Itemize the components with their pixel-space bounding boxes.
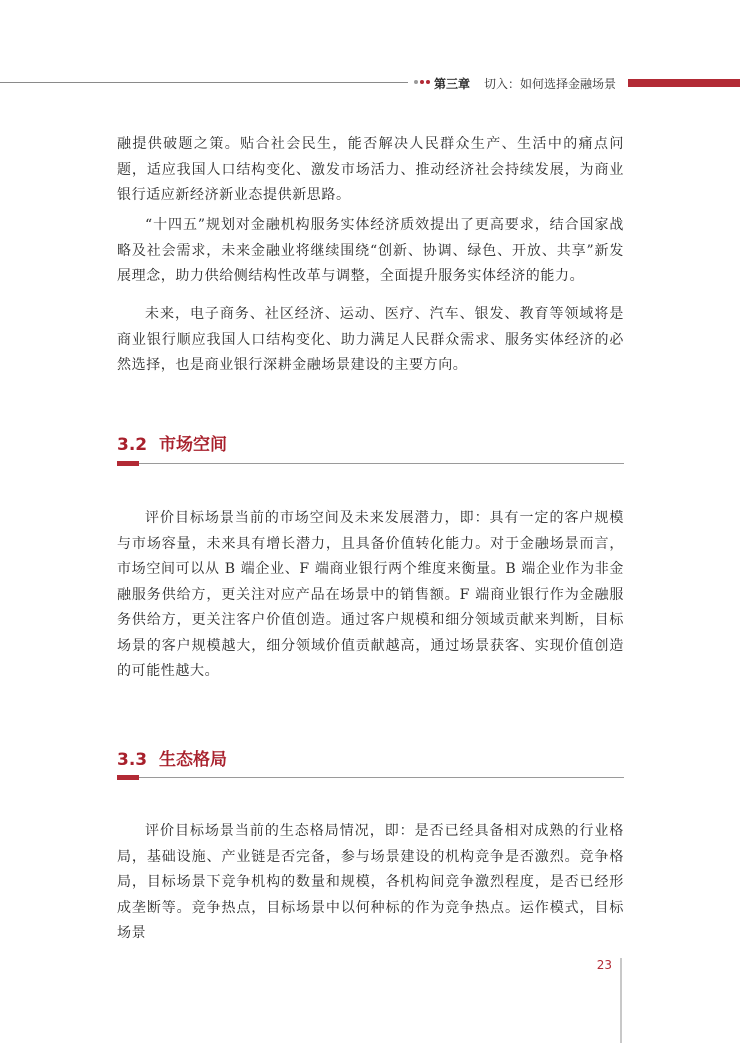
- header-dot: [426, 80, 430, 84]
- section-rule: [117, 463, 624, 464]
- section-heading-3-3: [117, 745, 227, 770]
- page-number-rule: [620, 958, 622, 1043]
- section-title: 市场空间: [159, 435, 227, 455]
- section-title: 生态格局: [159, 750, 227, 770]
- section-rule: [117, 777, 624, 778]
- section-3-3-paragraph: 评价目标场景当前的生态格局情况，即：是否已经具备相对成熟的行业格局，基础设施、产业链是否完备，参与场景建设的机构竞争是否激烈。竞争格局，目标场景下竞争机构的数量和规模，各机构间竞争激烈程度，是否已经形成垄断等。竞争热点，目标场景中以何种标的作为竞争热点。运作模式，目标场景: [117, 823, 624, 941]
- section-accent-mark: [117, 775, 139, 780]
- header-dot: [414, 80, 418, 84]
- chapter-title: 切入：如何选择金融场景: [484, 77, 617, 91]
- header-accent-bar: [628, 79, 740, 87]
- page-number: 23: [596, 958, 612, 972]
- intro-paragraph-1: 融提供破题之策。贴合社会民生，能否解决人民群众生产、生活中的痛点问题，适应我国人口结构变化、激发市场活力、推动经济社会持续发展，为商业银行适应新经济新业态提供新思路。: [117, 136, 624, 203]
- chapter-label: 第三章: [434, 77, 471, 91]
- header-dots-ornament: [414, 79, 434, 87]
- intro-paragraph-3: 未来，电子商务、社区经济、运动、医疗、汽车、银发、教育等领域将是商业银行顺应我国人口结构变化、助力满足人民群众需求、服务实体经济的必然选择，也是商业银行深耕金融场景建设的主要方向。: [117, 306, 624, 373]
- section-accent-mark: [117, 461, 139, 466]
- section-heading-3-2: [117, 430, 227, 455]
- header-rule: [0, 82, 408, 83]
- section-number: 3.2: [117, 435, 148, 455]
- section-number: 3.3: [117, 750, 148, 770]
- header-dot: [420, 80, 424, 84]
- section-3-2-paragraph: 评价目标场景当前的市场空间及未来发展潜力，即：具有一定的客户规模与市场容量，未来具有增长潜力，且具备价值转化能力。对于金融场景而言，市场空间可以从 B 端企业、F 端商业银行两个维度来衡量。B 端企业作为非金融服务供给方，更关注对应产品在场景中的销售额。F 端商业银行作为金融服务供给方，更关注客户价值创造。通过客户规模和细分领域贡献来判断，目标场景的客户规模越大，细分领域价值贡献越高，通过场景获客、实现价值创造的可能性越大。: [117, 510, 624, 679]
- intro-paragraph-2: “十四五”规划对金融机构服务实体经济质效提出了更高要求，结合国家战略及社会需求，未来金融业将继续围绕“创新、协调、绿色、开放、共享”新发展理念，助力供给侧结构性改革与调整，全面提升服务实体经济的能力。: [117, 217, 624, 284]
